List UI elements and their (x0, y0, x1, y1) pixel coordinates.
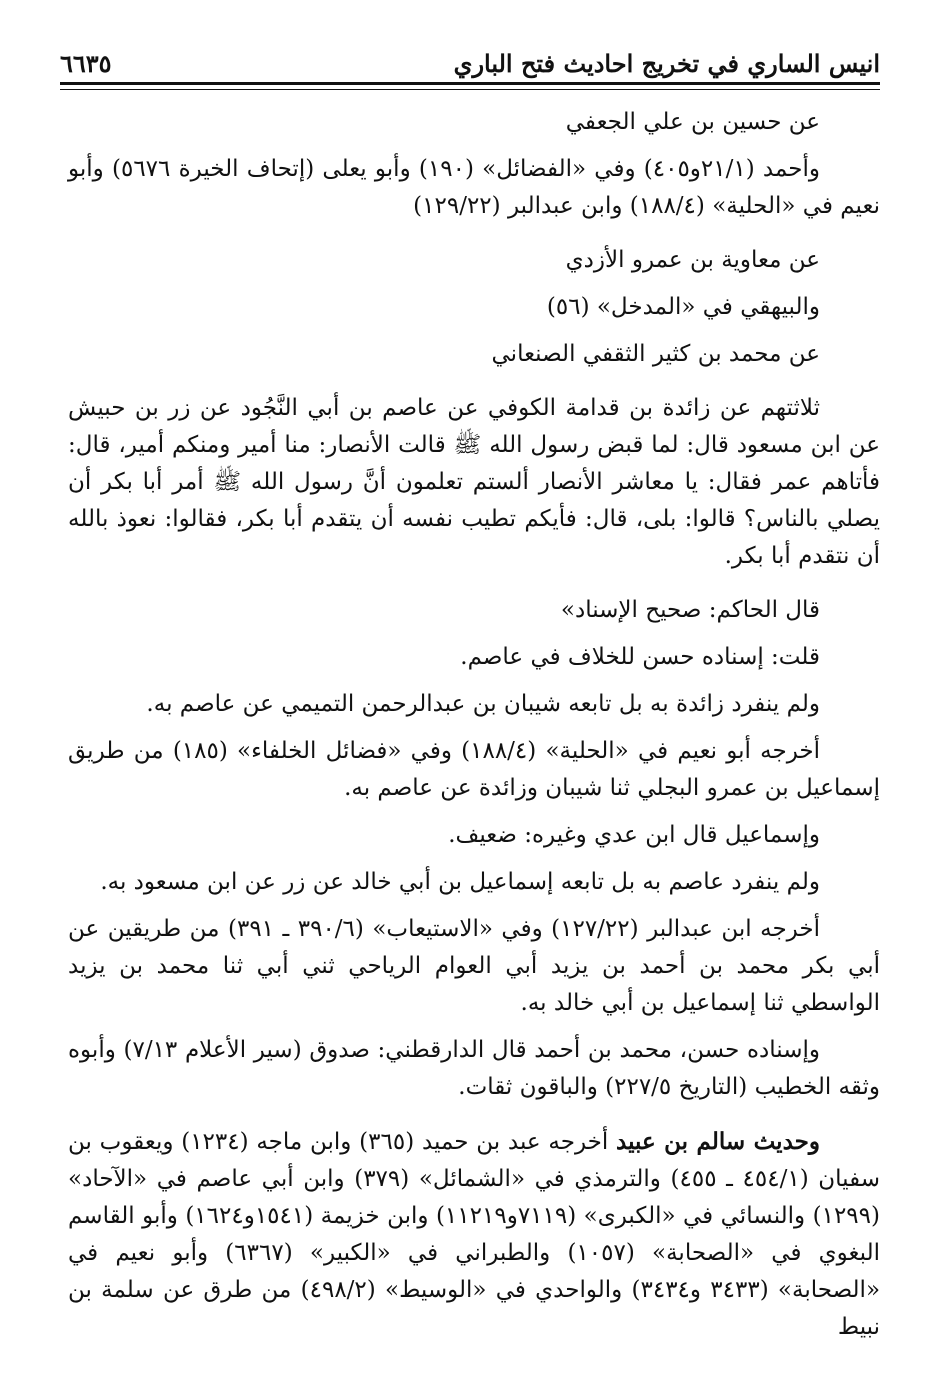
header-rule-thin (60, 89, 880, 90)
paragraph: عن محمد بن كثير الثقفي الصنعاني (491, 341, 820, 367)
paragraph: وأحمد (٢١/١و٤٠٥) وفي «الفضائل» (١٩٠) وأبو يعلى (إتحاف الخيرة ٥٦٧٦) وأبو نعيم في «الحلية» (١٨٨/٤) وابن عبدالبر (١٢٩/٢٢) (68, 156, 880, 219)
page-header (60, 38, 880, 78)
page-body (68, 104, 880, 1363)
page-number: ٦٦٣٥ (60, 49, 112, 78)
running-title: انيس الساري في تخريج احاديث فتح الباري (453, 49, 880, 78)
paragraph: وإسناده حسن، محمد بن أحمد قال الدارقطني: صدوق (سير الأعلام ٧/١٣) وأبوه وثقه الخطيب (التاريخ ٢٢٧/٥) والباقون ثقات. (68, 1037, 880, 1100)
paragraph: عن معاوية بن عمرو الأزدي (565, 247, 820, 273)
paragraph: أخرجه ابن عبدالبر (١٢٧/٢٢) وفي «الاستيعاب» (٣٩٠/٦ ـ ٣٩١) من طريقين عن أبي بكر محمد بن أحمد بن يزيد أبي العوام الرياحي ثني أبي ثنا محمد بن يزيد الواسطي ثنا إسماعيل بن أبي خالد به. (68, 916, 880, 1016)
paragraph: قال الحاكم: صحيح الإسناد» (560, 597, 820, 623)
paragraph: والبيهقي في «المدخل» (٥٦) (546, 294, 820, 320)
paragraph: أخرجه أبو نعيم في «الحلية» (١٨٨/٤) وفي «فضائل الخلفاء» (١٨٥) من طريق إسماعيل بن عمرو البجلي ثنا شيبان وزائدة عن عاصم به. (68, 738, 880, 801)
paragraph: وإسماعيل قال ابن عدي وغيره: ضعيف. (448, 822, 820, 848)
hadith-lead: وحديث سالم بن عبيد (616, 1128, 820, 1155)
paragraph-text: أخرجه عبد بن حميد (٣٦٥) وابن ماجه (١٢٣٤) ويعقوب بن سفيان (٤٥٤/١ ـ ٤٥٥) والترمذي في «الشمائل» (٣٧٩) وابن أبي عاصم في «الآحاد» (١٢٩٩) والنسائي في «الكبرى» (٧١١٩و١١٢١٩) وابن خزيمة (١٥٤١و١٦٢٤) وأبو القاسم البغوي في «الصحابة» (١٠٥٧) والطبراني في «الكبير» (٦٣٦٧) وأبو نعيم في «الصحابة» (٣٤٣٣ و٣٤٣٤) والواحدي في «الوسيط» (٤٩٨/٢) من طرق عن سلمة بن نبيط (68, 1129, 881, 1340)
paragraph: قلت: إسناده حسن للخلاف في عاصم. (460, 644, 820, 670)
paragraph-salim-hadith (68, 1123, 880, 1346)
header-rule-thick (60, 82, 880, 85)
paragraph: ولم ينفرد زائدة به بل تابعه شيبان بن عبدالرحمن التميمي عن عاصم به. (146, 691, 820, 717)
paragraph: ولم ينفرد عاصم به بل تابعه إسماعيل بن أبي خالد عن زر عن ابن مسعود به. (100, 869, 820, 895)
paragraph: ثلاثتهم عن زائدة بن قدامة الكوفي عن عاصم بن أبي النَّجُود عن زر بن حبيش عن ابن مسعود قال: لما قبض رسول الله ﷺ قالت الأنصار: منا أمير ومنكم أمير، قال: فأتاهم عمر فقال: يا معاشر الأنصار ألستم تعلمون أنَّ رسول الله ﷺ أمر أبا بكر أن يصلي بالناس؟ قالوا: بلى، قال: فأيكم تطيب نفسه أن يتقدم أبا بكر، فقالوا: نعوذ بالله أن نتقدم أبا بكر. (68, 395, 880, 569)
paragraph: عن حسين بن علي الجعفي (565, 109, 820, 135)
